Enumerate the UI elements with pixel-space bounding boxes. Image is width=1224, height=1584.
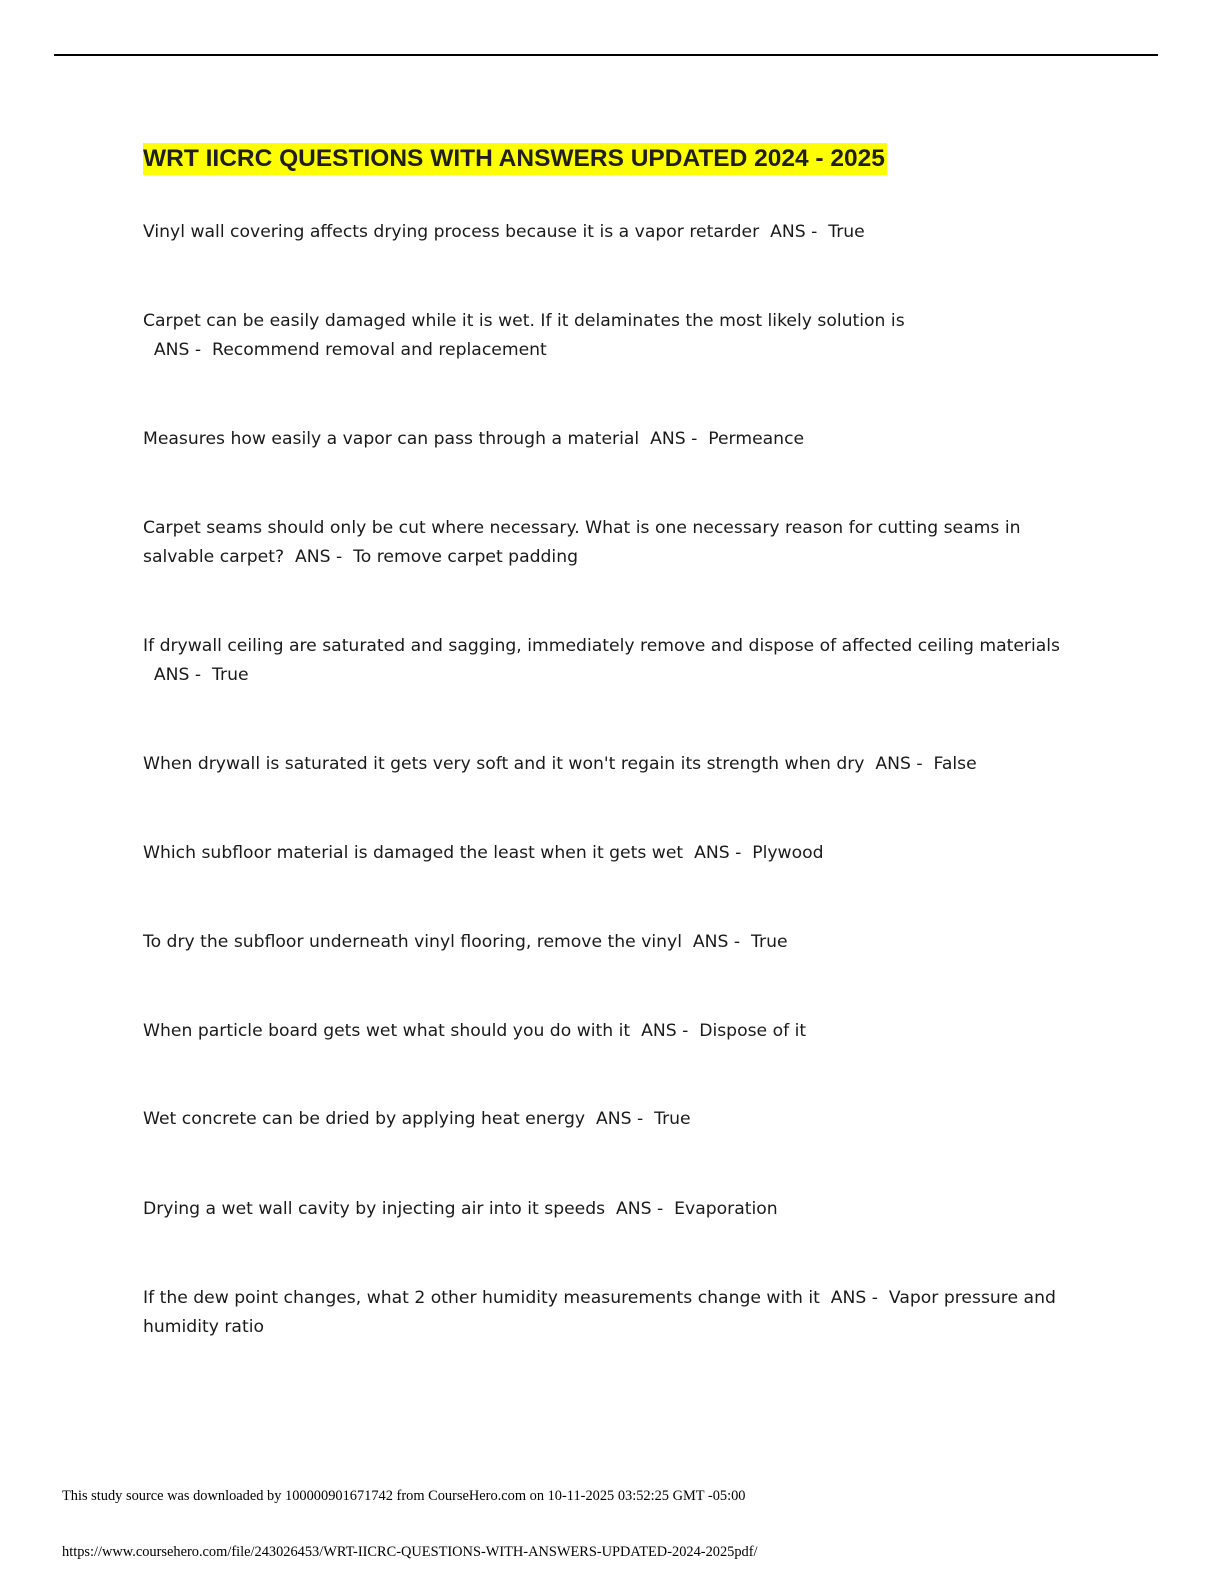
answer-separator: ANS - <box>683 843 753 863</box>
answer-text: True <box>212 665 249 685</box>
answer-separator: ANS - <box>630 1021 700 1041</box>
answer-text: False <box>933 754 977 774</box>
answer-separator: ANS - <box>284 547 354 567</box>
answer-text: Evaporation <box>674 1199 778 1219</box>
answer-separator: ANS - <box>819 1288 889 1308</box>
answer-separator: ANS - <box>681 932 752 952</box>
question-text: If the dew point changes, what 2 other humidity measurements change with it <box>143 1288 820 1308</box>
qa-item <box>143 218 1073 247</box>
answer-text: Plywood <box>752 843 824 863</box>
question-text: Vinyl wall covering affects drying process because it is a vapor retarder <box>143 222 760 242</box>
qa-item <box>143 632 1073 690</box>
question-text: Drying a wet wall cavity by injecting air into it speeds <box>143 1199 606 1219</box>
answer-text: Recommend removal and replacement <box>212 340 547 360</box>
answer-text: Permeance <box>708 429 805 449</box>
top-rule <box>54 54 1158 56</box>
question-text: If drywall ceiling are saturated and sagging, immediately remove and dispose of affected ceiling materials <box>143 636 1061 656</box>
document-title: WRT IICRC QUESTIONS WITH ANSWERS UPDATED 2024 - 2025 <box>143 143 887 175</box>
answer-text: True <box>654 1109 691 1129</box>
answer-separator: ANS - <box>605 1199 675 1219</box>
download-source-notice: This study source was downloaded by 100000901671742 from CourseHero.com on 10-11-2025 03:52:25 GMT -05:00 <box>62 1488 746 1504</box>
question-text: Which subfloor material is damaged the least when it gets wet <box>143 843 684 863</box>
answer-separator: ANS - <box>585 1109 655 1129</box>
qa-item <box>143 514 1073 572</box>
answer-text: True <box>828 222 865 242</box>
qa-item <box>143 1105 1073 1134</box>
qa-item <box>143 1195 1073 1224</box>
answer-text: Vapor pressure and humidity ratio <box>143 1288 1056 1337</box>
question-text: Carpet can be easily damaged while it is wet. If it delaminates the most likely solution is <box>143 311 905 331</box>
qa-item <box>143 839 1073 868</box>
qa-item <box>143 928 1073 957</box>
qa-item <box>143 307 1073 365</box>
question-text: When drywall is saturated it gets very soft and it won't regain its strength when dry <box>143 754 865 774</box>
source-url-link[interactable]: https://www.coursehero.com/file/243026453/WRT-IICRC-QUESTIONS-WITH-ANSWERS-UPDATED-2024-2025pdf/ <box>62 1544 758 1560</box>
question-text: Carpet seams should only be cut where necessary. What is one necessary reason for cutting seams in salvable carpet? <box>143 518 1021 567</box>
answer-separator: ANS - <box>639 429 709 449</box>
answer-separator: ANS - <box>143 665 213 685</box>
question-text: Measures how easily a vapor can pass through a material <box>143 429 640 449</box>
answer-text: To remove carpet padding <box>353 547 579 567</box>
answer-separator: ANS - <box>864 754 934 774</box>
qa-item <box>143 750 1073 779</box>
answer-separator: ANS - <box>759 222 829 242</box>
answer-text: True <box>751 932 788 952</box>
question-text: To dry the subfloor underneath vinyl flooring, remove the vinyl <box>143 932 682 952</box>
qa-item <box>143 425 1073 454</box>
question-text: Wet concrete can be dried by applying heat energy <box>143 1109 586 1129</box>
qa-item <box>143 1284 1073 1342</box>
answer-text: Dispose of it <box>699 1021 807 1041</box>
question-text: When particle board gets wet what should you do with it <box>143 1021 631 1041</box>
answer-separator: ANS - <box>143 340 213 360</box>
qa-item <box>143 1017 1073 1046</box>
